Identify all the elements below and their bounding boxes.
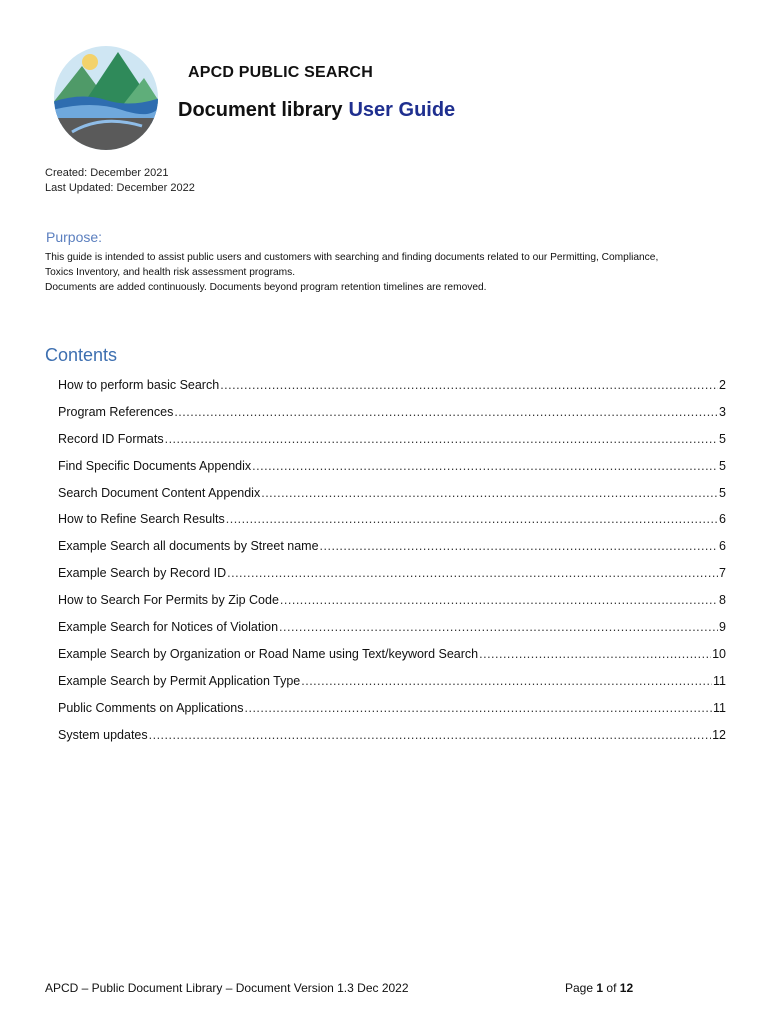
toc-leader [261, 486, 718, 500]
toc-label: Find Specific Documents Appendix [58, 458, 252, 473]
apcd-logo-icon [52, 44, 160, 152]
toc-label: Example Search all documents by Street name [58, 539, 319, 554]
toc-leader [165, 432, 718, 446]
toc-label: Example Search for Notices of Violation [58, 620, 279, 635]
toc-label: How to Refine Search Results [58, 512, 225, 527]
document-dates [45, 166, 195, 196]
document-title-main: Document library [178, 99, 343, 121]
toc-label: Search Document Content Appendix [58, 485, 261, 500]
toc-leader [479, 647, 711, 661]
toc-label: Example Search by Permit Application Type [58, 673, 301, 688]
toc-entry[interactable] [58, 620, 726, 647]
toc-label: How to Search For Permits by Zip Code [58, 593, 279, 608]
toc-page: 2 [719, 378, 726, 392]
toc-page: 10 [712, 646, 726, 661]
toc-leader [149, 728, 711, 742]
toc-leader [279, 620, 718, 634]
toc-entry[interactable] [58, 566, 726, 593]
toc-entry[interactable] [58, 728, 726, 755]
toc-page: 11 [713, 700, 726, 715]
purpose-body [45, 250, 735, 295]
toc-page: 12 [712, 727, 726, 742]
toc-entry[interactable] [58, 459, 726, 486]
toc-label: Example Search by Record ID [58, 566, 227, 581]
toc-entry[interactable] [58, 432, 726, 459]
toc-entry[interactable] [58, 512, 726, 539]
toc-entry[interactable] [58, 378, 726, 405]
toc-leader [226, 512, 718, 526]
toc-page: 5 [719, 485, 726, 500]
purpose-line: Documents are added continuously. Documents beyond program retention timelines are removed. [45, 282, 487, 293]
toc-leader [227, 566, 718, 580]
page-prefix: Page [565, 981, 594, 995]
document-title [178, 99, 455, 122]
toc-page: 9 [719, 620, 726, 635]
created-date: Created: December 2021 [45, 167, 169, 179]
toc-leader [245, 701, 713, 715]
toc-label: System updates [58, 727, 148, 742]
toc-entry[interactable] [58, 539, 726, 566]
footer-document-version: APCD – Public Document Library – Document Version 1.3 Dec 2022 [45, 981, 409, 995]
toc-leader [220, 378, 718, 392]
app-title: APCD PUBLIC SEARCH [188, 64, 373, 81]
toc-leader [174, 405, 718, 419]
toc-entry[interactable] [58, 674, 726, 701]
toc-label: Example Search by Organization or Road Name using Text/keyword Search [58, 646, 479, 661]
toc-entry[interactable] [58, 405, 726, 432]
toc-leader [280, 593, 718, 607]
toc-entry[interactable] [58, 593, 726, 620]
footer-page-number [565, 981, 633, 995]
toc-label: Public Comments on Applications [58, 700, 244, 715]
toc-label: How to perform basic Search [58, 378, 220, 392]
toc-leader [301, 674, 712, 688]
toc-page: 5 [719, 431, 726, 446]
toc-entry[interactable] [58, 647, 726, 674]
toc-label: Program References [58, 404, 174, 419]
toc-page: 11 [713, 673, 726, 688]
page-current: 1 [596, 981, 604, 995]
table-of-contents [58, 378, 726, 754]
contents-heading: Contents [45, 345, 118, 365]
purpose-line: Toxics Inventory, and health risk assessment programs. [45, 267, 296, 278]
toc-page: 8 [719, 593, 726, 608]
toc-page: 5 [719, 458, 726, 473]
page-of: of [606, 981, 617, 995]
toc-page: 6 [719, 512, 726, 527]
toc-page: 7 [719, 566, 726, 581]
toc-leader [320, 539, 719, 553]
toc-label: Record ID Formats [58, 431, 164, 446]
toc-page: 6 [719, 539, 726, 554]
purpose-line: This guide is intended to assist public users and customers with searching and finding documents related to our Permitting, Compliance, [45, 252, 659, 263]
toc-leader [252, 459, 718, 473]
updated-date: Last Updated: December 2022 [45, 182, 195, 194]
purpose-heading: Purpose: [46, 229, 103, 245]
toc-entry[interactable] [58, 486, 726, 513]
toc-entry[interactable] [58, 701, 726, 728]
document-title-accent: User Guide [348, 99, 456, 121]
toc-page: 3 [719, 404, 726, 419]
page-total: 12 [619, 981, 634, 995]
